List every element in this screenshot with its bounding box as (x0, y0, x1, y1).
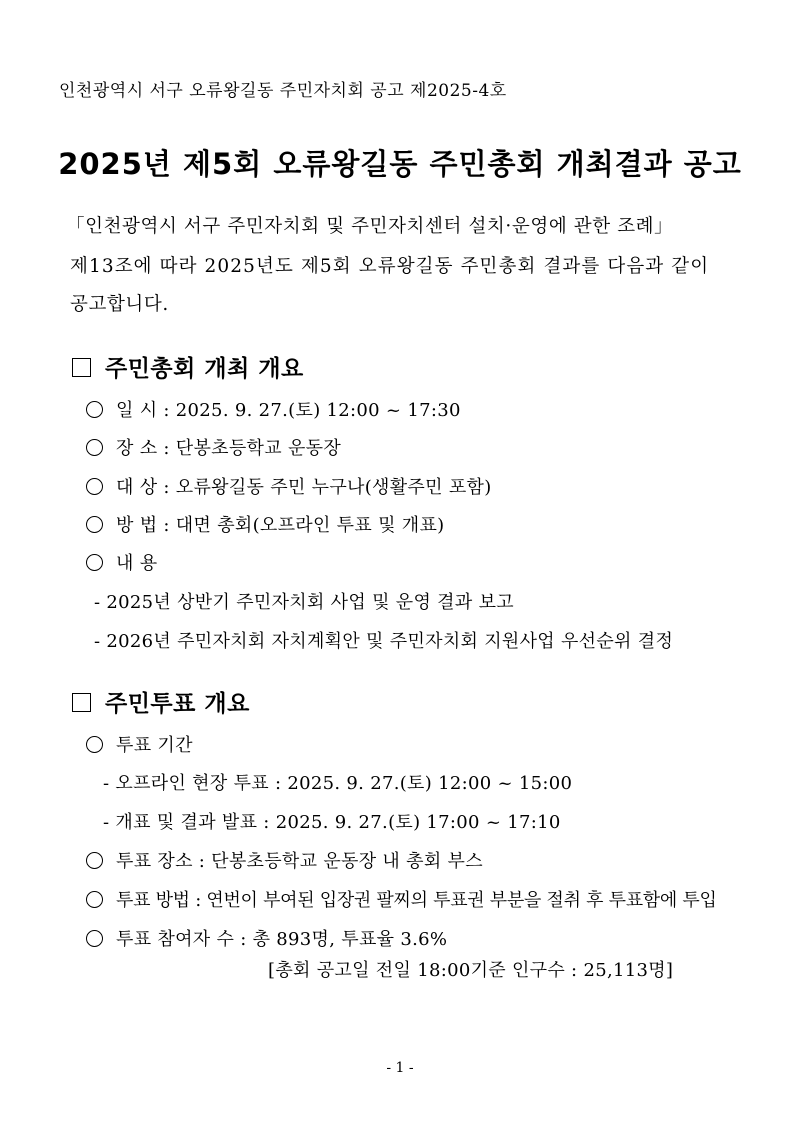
section-heading-text: 주민총회 개최 개요 (105, 356, 304, 382)
circle-bullet-icon (86, 478, 103, 495)
circle-bullet-icon (86, 401, 103, 418)
list-item-text: 투표 기간 (116, 735, 193, 756)
list-item-content (86, 549, 157, 575)
list-item-text: 일 시 : 2025. 9. 27.(토) 12:00 ~ 17:30 (116, 400, 461, 421)
list-item-vote-period (86, 731, 193, 757)
document-number: 인천광역시 서구 오류왕길동 주민자치회 공고 제2025-4호 (59, 81, 507, 101)
intro-line: 공고합니다. (70, 294, 169, 315)
list-item-text: 투표 방법 : 연번이 부여된 입장권 팔찌의 투표권 부분을 절취 후 투표함에 투입 (116, 890, 717, 911)
list-item-text: 투표 참여자 수 : 총 893명, 투표율 3.6% (116, 929, 448, 950)
circle-bullet-icon (86, 930, 103, 947)
sub-item: - 오프라인 현장 투표 : 2025. 9. 27.(토) 12:00 ~ 15:00 (103, 773, 573, 794)
page-title: 2025년 제5회 오류왕길동 주민총회 개최결과 공고 (58, 147, 742, 181)
circle-bullet-icon (86, 736, 103, 753)
sub-item: - 2026년 주민자치회 자치계획안 및 주민자치회 지원사업 우선순위 결정 (94, 631, 674, 652)
list-item-location (86, 434, 341, 460)
section-heading-text: 주민투표 개요 (105, 691, 250, 717)
list-item-vote-turnout (86, 925, 447, 951)
section-heading-meeting (72, 350, 304, 383)
circle-bullet-icon (86, 439, 103, 456)
section-heading-vote (72, 685, 250, 718)
intro-line: 「인천광역시 서구 주민자치회 및 주민자치센터 설치·운영에 관한 조례」 (66, 216, 674, 237)
circle-bullet-icon (86, 852, 103, 869)
sub-item: - 개표 및 결과 발표 : 2025. 9. 27.(토) 17:00 ~ 17:10 (103, 812, 561, 833)
circle-bullet-icon (86, 554, 103, 571)
list-item-datetime (86, 396, 461, 422)
square-bullet-icon (72, 358, 91, 377)
circle-bullet-icon (86, 891, 103, 908)
list-item-text: 투표 장소 : 단봉초등학교 운동장 내 총회 부스 (116, 851, 483, 872)
list-item-text: 내 용 (116, 553, 158, 574)
intro-line: 제13조에 따라 2025년도 제5회 오류왕길동 주민총회 결과를 다음과 같이 (70, 256, 710, 277)
list-item-text: 장 소 : 단봉초등학교 운동장 (116, 438, 342, 459)
list-item-target (86, 473, 492, 499)
list-item-text: 대 상 : 오류왕길동 주민 누구나(생활주민 포함) (116, 477, 492, 498)
circle-bullet-icon (86, 516, 103, 533)
list-item-vote-method (86, 886, 717, 912)
list-item-vote-place (86, 847, 483, 873)
page-number: - 1 - (386, 1060, 414, 1076)
list-item-text: 방 법 : 대면 총회(오프라인 투표 및 개표) (116, 515, 445, 536)
square-bullet-icon (72, 693, 91, 712)
list-item-method (86, 511, 444, 537)
population-note: [총회 공고일 전일 18:00기준 인구수 : 25,113명] (268, 960, 674, 981)
sub-item: - 2025년 상반기 주민자치회 사업 및 운영 결과 보고 (94, 592, 514, 613)
